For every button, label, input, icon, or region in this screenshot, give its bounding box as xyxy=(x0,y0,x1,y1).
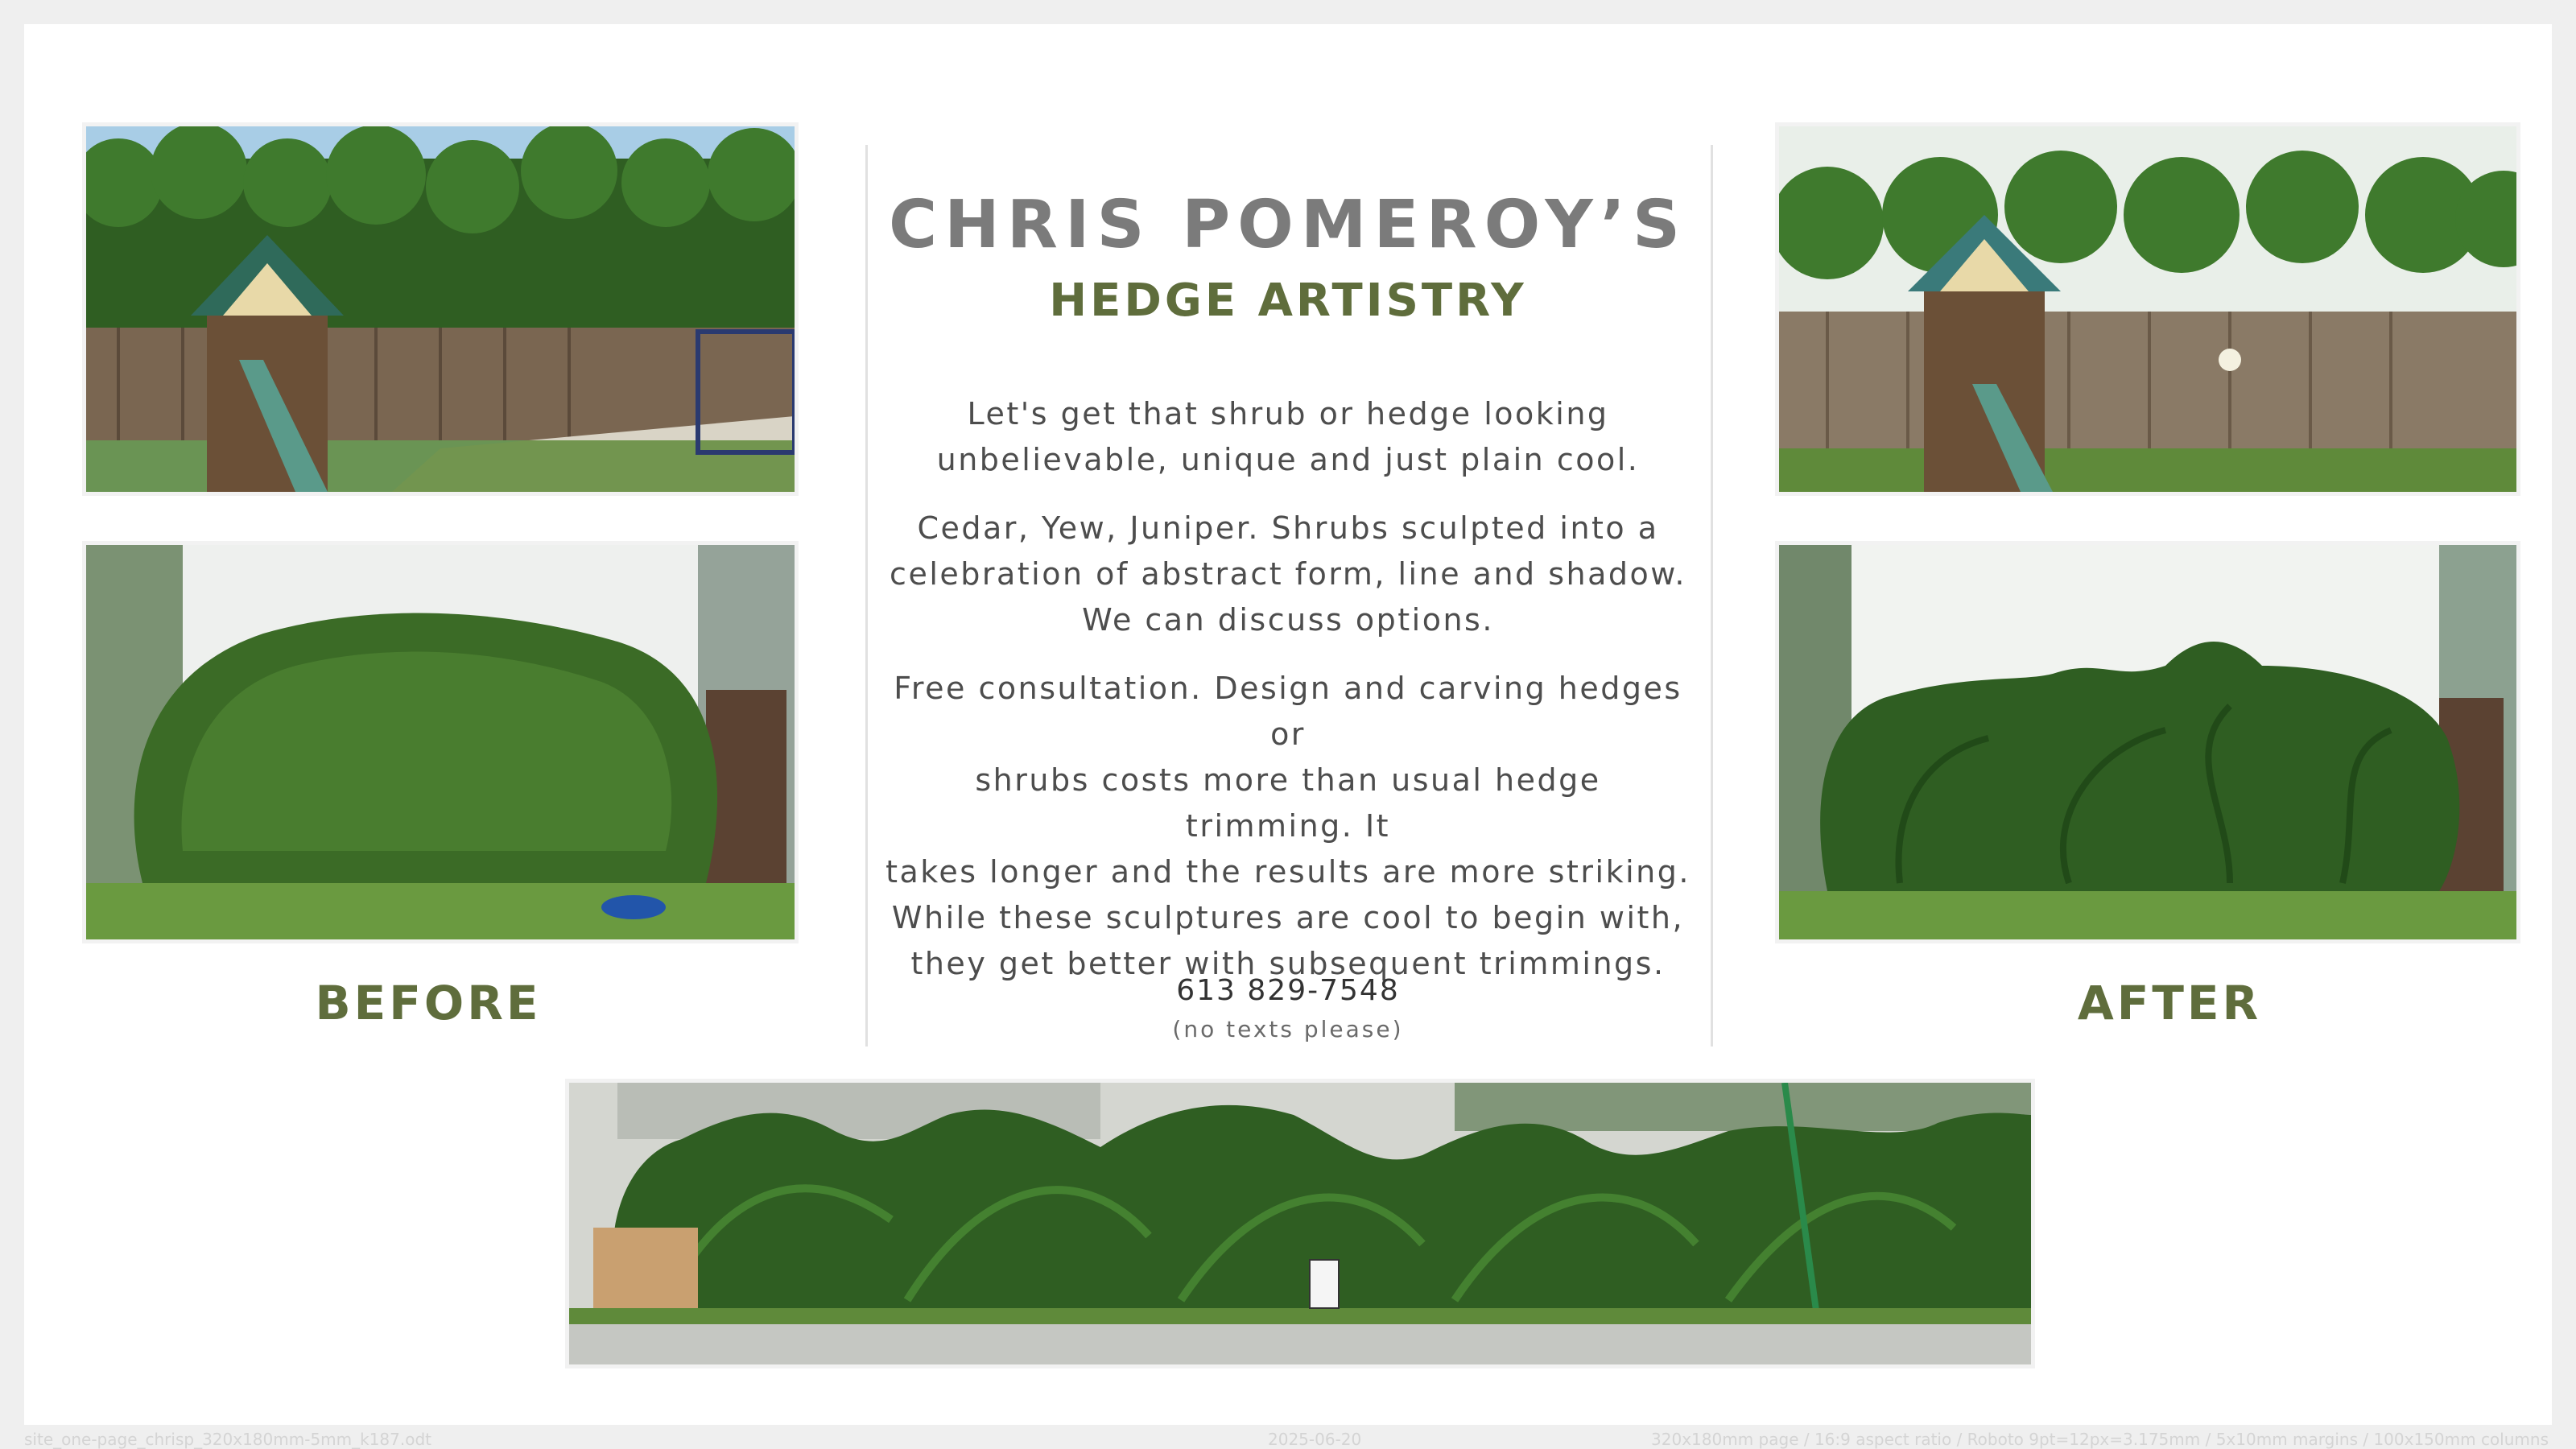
intro-line: Let's get that shrub or hedge looking xyxy=(967,396,1609,431)
before-label: BEFORE xyxy=(315,976,542,1030)
pricing-line: Free consultation. Design and carving hedges or xyxy=(894,671,1682,752)
company-tagline: HEDGE ARTISTRY xyxy=(1049,275,1527,327)
after-label: AFTER xyxy=(2077,976,2262,1030)
playground-hedge-image xyxy=(86,126,795,492)
footer-specs: 320x180mm page / 16:9 aspect ratio / Roboto 9pt=12px=3.175mm / 5x10mm margins / 100x150mm columns xyxy=(1651,1430,2549,1449)
materials-line: We can discuss options. xyxy=(1082,602,1494,638)
wave-hedge-image xyxy=(569,1083,2031,1364)
after-playground-photo xyxy=(1775,122,2520,496)
pricing-line: takes longer and the results are more striking. xyxy=(886,854,1690,890)
pricing-paragraph xyxy=(886,666,1690,987)
materials-line: Cedar, Yew, Juniper. Shrubs sculpted into a xyxy=(917,510,1659,546)
pricing-line: While these sculptures are cool to begin with, xyxy=(891,900,1685,935)
footer-date: 2025-06-20 xyxy=(1268,1430,1362,1449)
right-divider xyxy=(1711,145,1713,1046)
before-playground-photo xyxy=(82,122,799,496)
pricing-line: they get better with subsequent trimmings. xyxy=(910,946,1666,981)
before-shrub-photo xyxy=(82,541,799,943)
footer-filename: site_one-page_chrisp_320x180mm-5mm_k187.odt xyxy=(24,1430,432,1449)
intro-paragraph xyxy=(886,391,1690,483)
intro-line: unbelievable, unique and just plain cool. xyxy=(936,442,1640,477)
materials-line: celebration of abstract form, line and shadow. xyxy=(890,556,1686,592)
left-divider xyxy=(865,145,868,1046)
materials-paragraph xyxy=(886,506,1690,643)
phone-number: 613 829-7548 xyxy=(1176,974,1400,1007)
sculpted-hedge-wave-photo xyxy=(565,1079,2035,1368)
after-shrub-photo xyxy=(1775,541,2520,943)
flyer-page xyxy=(24,24,2552,1425)
company-name: CHRIS POMEROY’S xyxy=(889,187,1687,263)
untrimmed-shrub-image xyxy=(86,545,795,939)
pricing-line: shrubs costs more than usual hedge trimming. It xyxy=(975,762,1601,844)
trimmed-hedge-playground-image xyxy=(1779,126,2516,492)
center-text-column xyxy=(886,185,1690,987)
phone-note: (no texts please) xyxy=(1172,1016,1404,1042)
sculpted-shrub-image xyxy=(1779,545,2516,939)
